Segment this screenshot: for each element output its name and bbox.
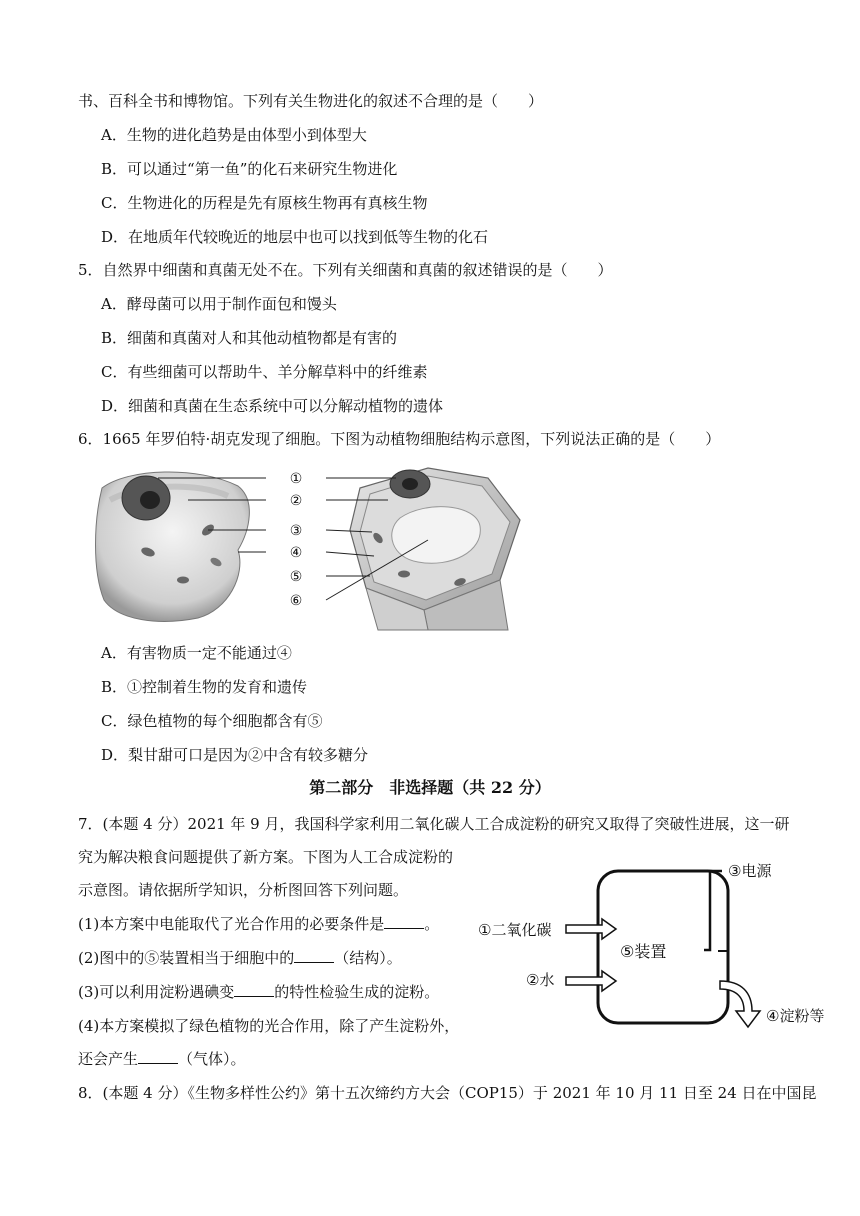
water-label: ②水 (526, 971, 555, 989)
q5-option-d: D．细菌和真菌在生态系统中可以分解动植物的遗体 (101, 397, 444, 415)
q7-sub2 (78, 948, 402, 968)
q6-option-a: A．有害物质一定不能通过④ (101, 644, 292, 662)
q7-sub3-text-a: (3)可以利用淀粉遇碘变 (78, 983, 235, 1001)
starch-synthesis-diagram (470, 855, 825, 1035)
q4-option-d: D．在地质年代较晚近的地层中也可以找到低等生物的化石 (101, 228, 489, 246)
q6-option-d: D．梨甘甜可口是因为②中含有较多糖分 (101, 746, 369, 764)
q5-option-a: A．酵母菌可以用于制作面包和馒头 (101, 295, 337, 313)
co2-label: ①二氧化碳 (478, 921, 552, 939)
label-4: ④ (289, 545, 303, 561)
q6-option-c: C．绿色植物的每个细胞都含有⑤ (101, 712, 323, 730)
q7-sub1 (78, 914, 439, 934)
animal-cell (96, 472, 250, 621)
label-3: ③ (289, 523, 303, 539)
starch-arrow (720, 981, 760, 1027)
water-arrow (566, 971, 616, 991)
q4-option-c: C．生物进化的历程是先有原核生物再有真核生物 (101, 194, 428, 212)
q7-sub3 (78, 982, 439, 1002)
q7-sub4-blank (138, 1049, 178, 1064)
q7-sub3-blank (234, 982, 274, 997)
q4-option-a: A．生物的进化趋势是由体型小到体型大 (101, 126, 367, 144)
power-label: ③电源 (728, 862, 772, 880)
label-6: ⑥ (289, 593, 303, 609)
q7-sub4-text-a: 还会产生 (78, 1050, 139, 1068)
section-title: 第二部分 非选择题（共 22 分） (309, 778, 551, 797)
q6-stem: 6．1665 年罗伯特·胡克发现了细胞。下图为动植物细胞结构示意图，下列说法正确的是（ ） (78, 430, 721, 448)
q7-sub2-text-a: (2)图中的⑤装置相当于细胞中的 (78, 949, 295, 967)
q7-sub1-blank (384, 914, 424, 929)
q7-stem-line1: 7．(本题 4 分）2021 年 9 月，我国科学家利用二氧化碳人工合成淀粉的研究又取得了突破性进展，这一研 (78, 815, 790, 833)
q7-sub1-text-a: (1)本方案中电能取代了光合作用的必要条件是 (78, 915, 385, 933)
device-label: ⑤装置 (620, 942, 667, 961)
q7-sub4-line1: (4)本方案模拟了绿色植物的光合作用，除了产生淀粉外， (78, 1017, 460, 1035)
q7-stem-line2: 究为解决粮食问题提供了新方案。下图为人工合成淀粉的 (78, 848, 454, 866)
label-1: ① (289, 471, 303, 487)
q7-sub1-text-b: 。 (424, 915, 440, 933)
q7-sub2-blank (294, 948, 334, 963)
power-connector (704, 871, 722, 950)
q4-stem: 书、百科全书和博物馆。下列有关生物进化的叙述不合理的是（ ） (78, 92, 544, 110)
cell-structure-diagram (88, 460, 528, 630)
q4-option-b: B．可以通过“第一鱼”的化石来研究生物进化 (101, 160, 398, 178)
q8-stem: 8．(本题 4 分）《生物多样性公约》第十五次缔约方大会（COP15）于 2021 年 10 月 11 日至 24 日在中国昆 (78, 1084, 817, 1102)
q7-sub4-line2 (78, 1049, 246, 1069)
starch-label: ④淀粉等 (766, 1007, 825, 1025)
q5-option-c: C．有些细菌可以帮助牛、羊分解草料中的纤维素 (101, 363, 428, 381)
q6-option-b: B．①控制着生物的发育和遗传 (101, 678, 308, 696)
q7-stem-line3: 示意图。请依据所学知识，分析图回答下列问题。 (78, 881, 409, 899)
structure-labels (290, 471, 303, 609)
co2-arrow (566, 919, 616, 939)
label-2: ② (289, 493, 303, 509)
q5-stem: 5．自然界中细菌和真菌无处不在。下列有关细菌和真菌的叙述错误的是（ ） (78, 261, 613, 279)
q7-sub4-text-b: （气体）。 (178, 1050, 246, 1068)
label-5: ⑤ (289, 569, 303, 585)
plant-cell (350, 468, 520, 630)
q7-sub3-text-b: 的特性检验生成的淀粉。 (274, 983, 440, 1001)
q7-sub2-text-b: （结构）。 (334, 949, 402, 967)
q5-option-b: B．细菌和真菌对人和其他动植物都是有害的 (101, 329, 398, 347)
